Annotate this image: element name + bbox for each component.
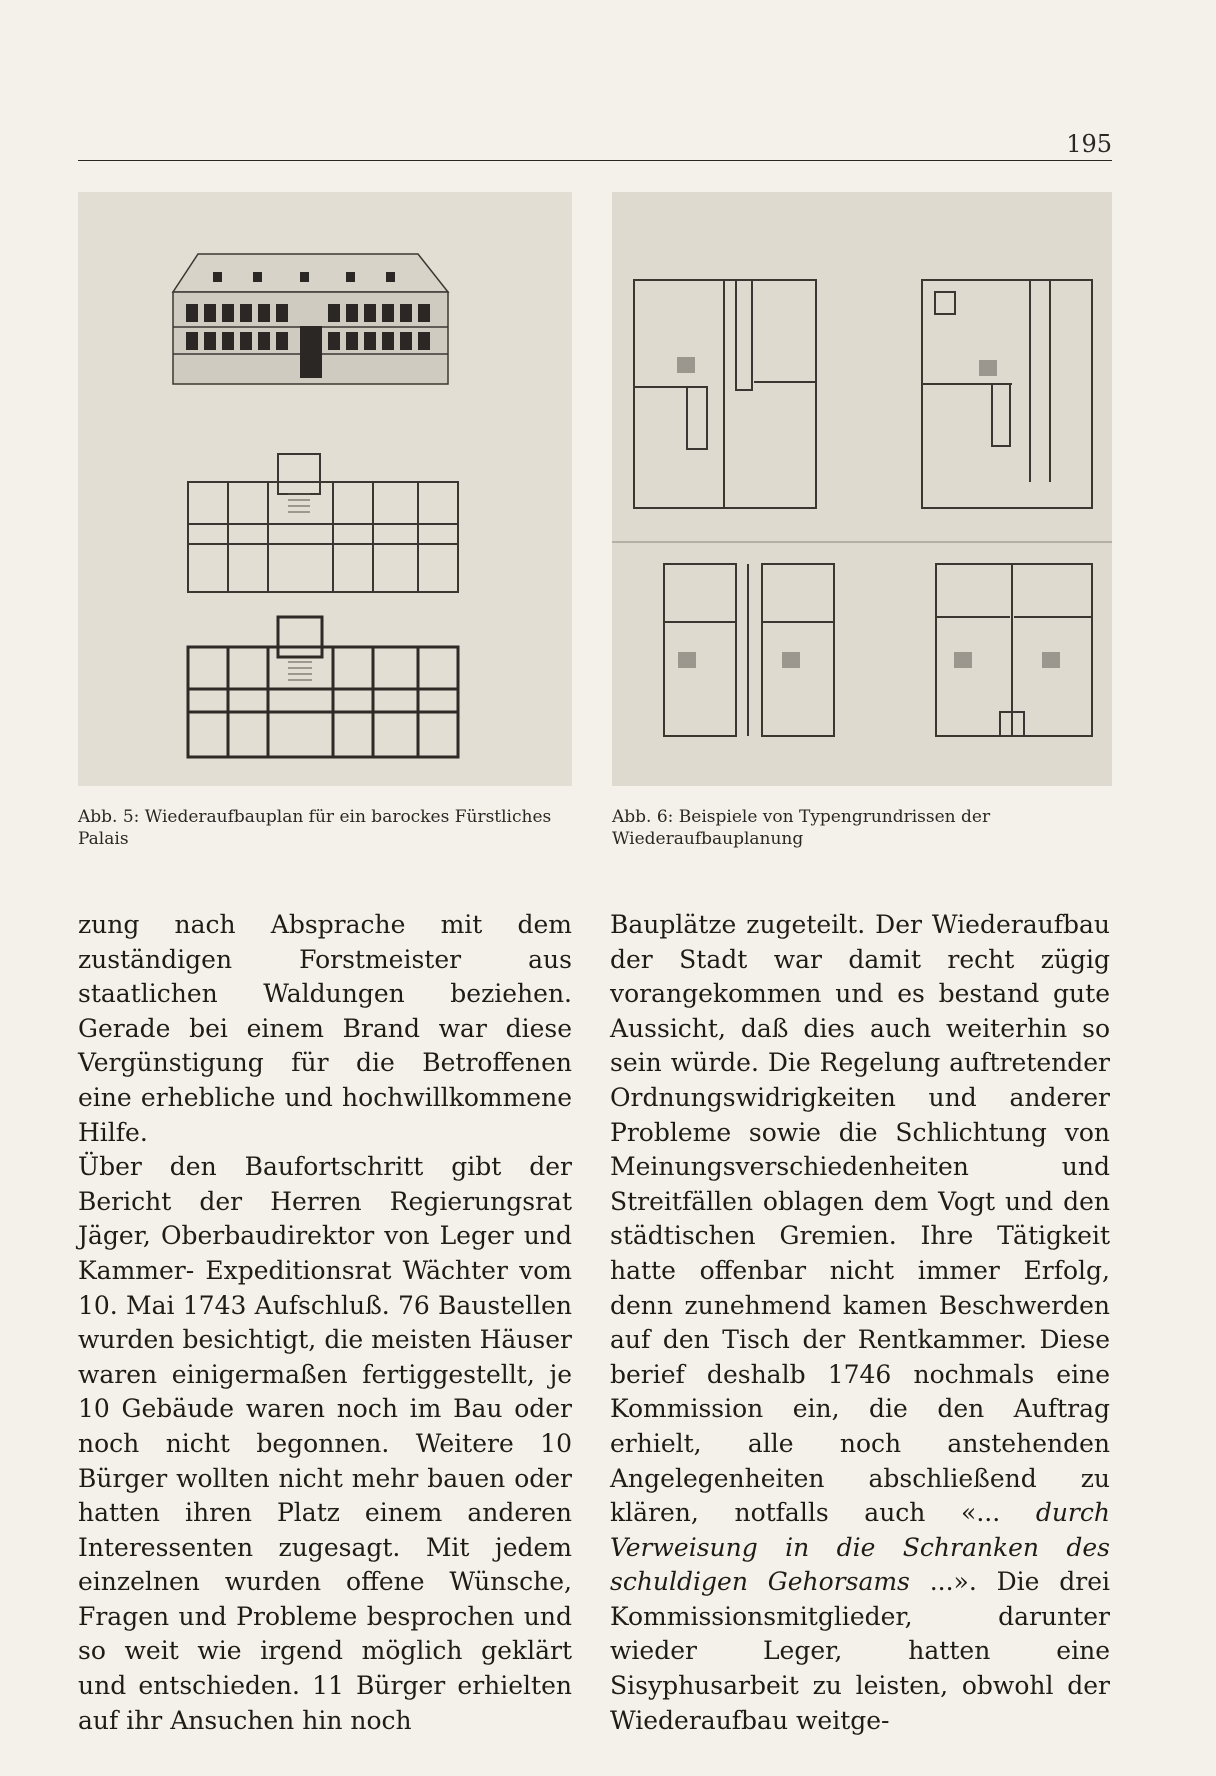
floorplans-drawing — [612, 192, 1112, 786]
figure-5-palace-plan — [78, 192, 572, 786]
left-paragraph-1: zung nach Absprache mit dem zuständigen Forstmeister aus staatlichen Waldungen beziehen. Gerade bei einem Brand war diese Vergünstigung für die Betroffenen eine erhebliche und hochwillkommene Hilfe. — [78, 910, 572, 1147]
right-column — [610, 908, 1110, 1738]
right-quote: durch Verweisung in die Schranken des schuldigen Gehorsams — [610, 1498, 1110, 1597]
header-rule — [78, 160, 1112, 161]
right-text-b: ...». Die drei Kommissionsmitglieder, darunter wieder Leger, hatten eine Sisyphusarbeit zu leisten, obwohl der Wiederaufbau weitge- — [610, 1567, 1110, 1735]
left-paragraph-2: Über den Baufortschritt gibt der Bericht der Herren Regierungsrat Jäger, Oberbaudirektor von Leger und Kammer- Expeditionsrat Wächter vom 10. Mai 1743 Aufschluß. 76 Baustellen wurden besichtigt, die meisten Häuser waren einigermaßen fertiggestellt, je 10 Gebäude waren noch im Bau oder noch nicht begonnen. Weitere 10 Bürger wollten nicht mehr bauen oder hatten ihren Platz einem anderen Interessenten zugesagt. Mit jedem einzelnen wurden offene Wünsche, Fragen und Probleme besprochen und so weit wie irgend möglich geklärt und entschieden. 11 Bürger erhielten auf ihr Ansuchen hin noch — [78, 1152, 572, 1735]
figure-6-caption: Abb. 6: Beispiele von Typengrundrissen der Wiederaufbauplanung — [612, 807, 991, 849]
figure-5-caption: Abb. 5: Wiederaufbauplan für ein barockes Fürstliches Palais — [78, 807, 552, 849]
figure-6-type-plans — [612, 192, 1112, 786]
palace-drawing — [78, 192, 572, 786]
left-column — [78, 908, 572, 1738]
right-text-a: Bauplätze zugeteilt. Der Wiederaufbau der Stadt war damit recht zügig vorangekommen und es bestand gute Aussicht, daß dies auch weiterhin so sein würde. Die Regelung auftretender Ordnungswidrigkeiten und anderer Probleme sowie die Schlichtung von Meinungsverschiedenheiten und Streitfällen oblagen dem Vogt und den städtischen Gremien. Ihre Tätigkeit hatte offenbar nicht immer Erfolg, denn zunehmend kamen Beschwerden auf den Tisch der Rentkammer. Diese berief deshalb 1746 nochmals eine Kommission ein, die den Auftrag erhielt, alle noch anstehenden Angelegenheiten abschließend zu klären, notfalls auch «... — [610, 910, 1110, 1528]
page-number: 195 — [1066, 130, 1112, 158]
right-paragraph — [610, 908, 1110, 1738]
